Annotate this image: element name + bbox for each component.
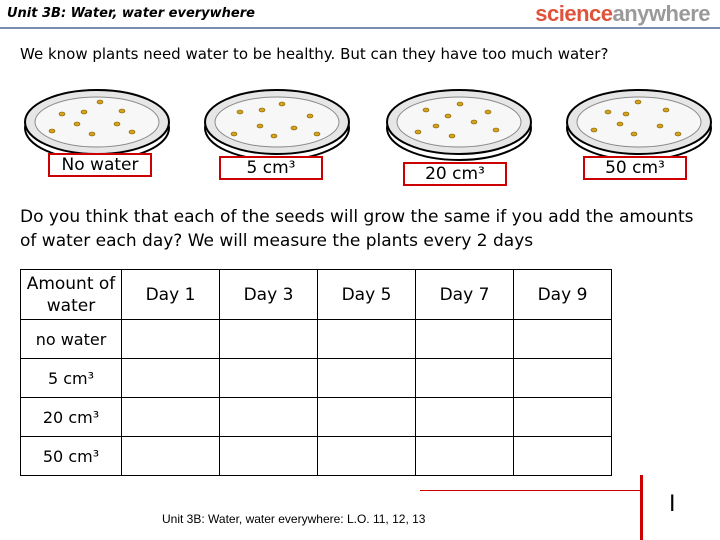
table-header-day5: Day 5 — [318, 270, 416, 320]
table-row — [21, 398, 612, 437]
unit-title: Unit 3B: Water, water everywhere — [7, 6, 255, 21]
dish-label-no-water: No water — [48, 153, 152, 177]
row-label-20cm3: 20 cm³ — [21, 398, 122, 437]
table-header-day7: Day 7 — [416, 270, 514, 320]
table-header-row — [21, 270, 612, 320]
table-cell[interactable] — [416, 398, 514, 437]
logo-part-anywhere: anywhere — [612, 1, 710, 26]
dish-label-5cm3: 5 cm³ — [219, 156, 323, 180]
table-cell[interactable] — [514, 359, 612, 398]
row-label-50cm3: 50 cm³ — [21, 437, 122, 476]
table-header-day3: Day 3 — [220, 270, 318, 320]
table-cell[interactable] — [122, 320, 220, 359]
logo-part-science: science — [535, 1, 613, 26]
table-cell[interactable] — [416, 359, 514, 398]
question-text: Do you think that each of the seeds will grow the same if you add the amounts of water each day? We will measure the plants every 2 days — [20, 207, 694, 251]
table-cell[interactable] — [318, 398, 416, 437]
dish-label-20cm3: 20 cm³ — [403, 162, 507, 186]
table-cell[interactable] — [514, 398, 612, 437]
table-row — [21, 437, 612, 476]
petri-dish-icon — [22, 84, 172, 162]
table-cell[interactable] — [122, 359, 220, 398]
petri-dish-icon — [564, 84, 714, 162]
science-anywhere-logo — [535, 1, 710, 27]
page-mark: I — [669, 492, 676, 517]
header — [0, 0, 720, 30]
footer-rule — [420, 490, 642, 491]
table-row — [21, 320, 612, 359]
row-label-5cm3: 5 cm³ — [21, 359, 122, 398]
table-cell[interactable] — [318, 320, 416, 359]
table-cell[interactable] — [220, 320, 318, 359]
intro-text: We know plants need water to be healthy. But can they have too much water? — [20, 45, 609, 63]
footer-text: Unit 3B: Water, water everywhere: L.O. 11, 12, 13 — [162, 512, 426, 526]
table-cell[interactable] — [514, 320, 612, 359]
table-header-day9: Day 9 — [514, 270, 612, 320]
table-cell[interactable] — [416, 437, 514, 476]
table-cell[interactable] — [416, 320, 514, 359]
table-cell[interactable] — [318, 437, 416, 476]
table-cell[interactable] — [220, 437, 318, 476]
table-cell[interactable] — [122, 437, 220, 476]
table-cell[interactable] — [514, 437, 612, 476]
table-cell[interactable] — [220, 398, 318, 437]
dish-label-50cm3: 50 cm³ — [583, 156, 687, 180]
corner-rule — [640, 475, 643, 540]
header-divider — [0, 27, 720, 29]
petri-dish-icon — [384, 84, 534, 162]
table-cell[interactable] — [318, 359, 416, 398]
table-header-day1: Day 1 — [122, 270, 220, 320]
table-cell[interactable] — [220, 359, 318, 398]
table-row — [21, 359, 612, 398]
table-cell[interactable] — [122, 398, 220, 437]
row-label-no-water: no water — [21, 320, 122, 359]
results-table — [20, 269, 612, 476]
petri-dish-icon — [202, 84, 352, 162]
table-corner-header: Amount of water — [21, 270, 122, 320]
